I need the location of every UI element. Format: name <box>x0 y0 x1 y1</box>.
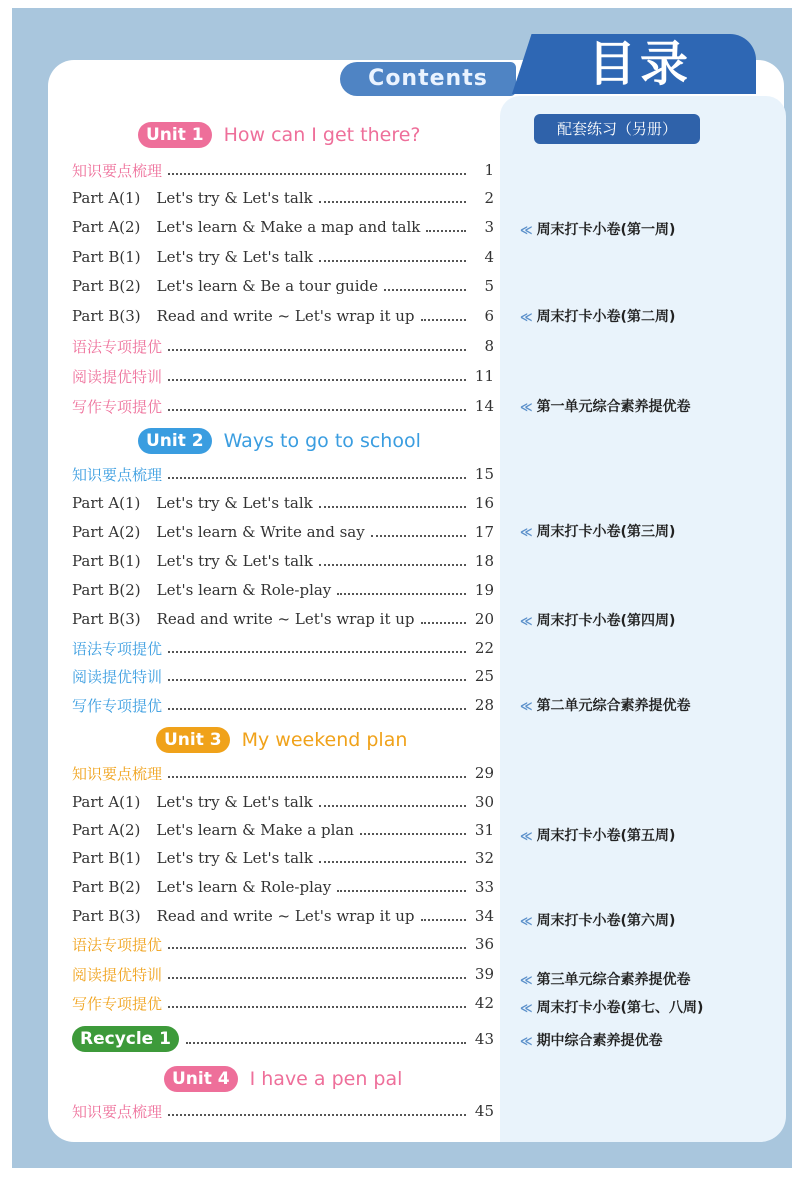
toc-row <box>72 904 494 928</box>
toc-activity: Let's learn & Be a tour guide <box>156 277 378 295</box>
booklet-item: ≪ 周末打卡小卷(第四周) <box>520 613 676 629</box>
double-arrow-icon: ≪ <box>520 973 533 987</box>
booklet-item: ≪ 周末打卡小卷(第七、八周) <box>520 1000 704 1016</box>
recycle-badge: Recycle 1 <box>72 1026 179 1052</box>
unit-badge: Unit 4 <box>164 1066 238 1092</box>
page-number: 14 <box>474 397 494 415</box>
toc-label: 阅读提优特训 <box>72 367 163 386</box>
toc-activity: Read and write ~ Let's wrap it up <box>156 307 415 325</box>
toc-row <box>72 245 494 269</box>
toc-label: 语法专项提优 <box>72 639 163 658</box>
toc-label: Part B(1) <box>72 552 141 570</box>
page-number: 2 <box>484 189 494 207</box>
toc-label: Part B(1) <box>72 248 141 266</box>
toc-label: 阅读提优特训 <box>72 667 163 686</box>
page-title: 目录 <box>588 36 693 92</box>
page-number: 43 <box>474 1030 494 1048</box>
toc-row <box>72 664 494 688</box>
toc-label: Part A(2) <box>72 821 141 839</box>
toc-activity: Let's try & Let's talk <box>156 849 313 867</box>
toc-row <box>72 846 494 870</box>
toc-label: 阅读提优特训 <box>72 965 163 984</box>
toc-label: 写作专项提优 <box>72 696 163 715</box>
toc-activity: Let's learn & Role-play <box>156 581 332 599</box>
toc-row <box>72 215 494 239</box>
toc-row <box>72 818 494 842</box>
unit-title: I have a pen pal <box>249 1068 403 1090</box>
page-number: 1 <box>484 161 494 179</box>
double-arrow-icon: ≪ <box>520 223 533 237</box>
unit-header <box>138 427 421 455</box>
toc-row <box>72 790 494 814</box>
page-number: 20 <box>474 610 494 628</box>
toc-activity: Read and write ~ Let's wrap it up <box>156 907 415 925</box>
toc-row <box>72 932 494 956</box>
toc-row <box>72 334 494 358</box>
toc-row <box>72 636 494 660</box>
booklet-item: ≪ 期中综合素养提优卷 <box>520 1033 663 1049</box>
page-number: 6 <box>484 307 494 325</box>
unit-header <box>156 726 407 754</box>
double-arrow-icon: ≪ <box>520 699 533 713</box>
unit-title: My weekend plan <box>241 729 408 751</box>
toc-activity: Let's learn & Make a plan <box>156 821 354 839</box>
toc-row <box>72 1099 494 1123</box>
page-number: 36 <box>474 935 494 953</box>
toc-activity: Let's try & Let's talk <box>156 494 313 512</box>
toc-label: 知识要点梳理 <box>72 161 163 180</box>
booklet-item: ≪ 第三单元综合素养提优卷 <box>520 972 691 988</box>
toc-row <box>72 394 494 418</box>
page-number: 3 <box>484 218 494 236</box>
page-number: 15 <box>474 465 494 483</box>
page-number: 17 <box>474 523 494 541</box>
unit-header <box>164 1065 402 1093</box>
toc-row <box>72 274 494 298</box>
double-arrow-icon: ≪ <box>520 525 533 539</box>
toc-row <box>72 364 494 388</box>
page-number: 19 <box>474 581 494 599</box>
double-arrow-icon: ≪ <box>520 310 533 324</box>
toc-row <box>72 304 494 328</box>
unit-badge: Unit 1 <box>138 122 212 148</box>
toc-label: Part B(2) <box>72 581 141 599</box>
toc-row <box>180 1027 494 1051</box>
toc-row <box>72 158 494 182</box>
page-number: 28 <box>474 696 494 714</box>
booklet-item: ≪ 第二单元综合素养提优卷 <box>520 698 691 714</box>
toc-activity: Let's try & Let's talk <box>156 189 313 207</box>
page-number: 31 <box>474 821 494 839</box>
page-number: 22 <box>474 639 494 657</box>
page-number: 11 <box>474 367 494 385</box>
toc-activity: Let's learn & Role-play <box>156 878 332 896</box>
double-arrow-icon: ≪ <box>520 829 533 843</box>
toc-activity: Read and write ~ Let's wrap it up <box>156 610 415 628</box>
booklet-label: 配套练习（另册） <box>534 114 700 144</box>
page-number: 32 <box>474 849 494 867</box>
booklet-item: ≪ 周末打卡小卷(第五周) <box>520 828 676 844</box>
page-number: 42 <box>474 994 494 1012</box>
toc-label: Part B(2) <box>72 878 141 896</box>
toc-label: 写作专项提优 <box>72 397 163 416</box>
unit-badge: Unit 3 <box>156 727 230 753</box>
page-number: 18 <box>474 552 494 570</box>
toc-label: Part B(2) <box>72 277 141 295</box>
booklet-item: ≪ 周末打卡小卷(第六周) <box>520 913 676 929</box>
page-number: 34 <box>474 907 494 925</box>
toc-label: Part B(3) <box>72 907 141 925</box>
toc-activity: Let's try & Let's talk <box>156 248 313 266</box>
booklet-item: ≪ 第一单元综合素养提优卷 <box>520 399 691 415</box>
double-arrow-icon: ≪ <box>520 400 533 414</box>
double-arrow-icon: ≪ <box>520 914 533 928</box>
page-number: 5 <box>484 277 494 295</box>
toc-label: Part A(2) <box>72 218 141 236</box>
toc-row <box>72 693 494 717</box>
page-number: 33 <box>474 878 494 896</box>
toc-label: 知识要点梳理 <box>72 1102 163 1121</box>
toc-row <box>72 491 494 515</box>
page-number: 29 <box>474 764 494 782</box>
toc-label: Part A(1) <box>72 793 141 811</box>
contents-tab: Contents <box>340 62 516 96</box>
page-number: 30 <box>474 793 494 811</box>
toc-activity: Let's learn & Make a map and talk <box>156 218 421 236</box>
toc-row <box>72 520 494 544</box>
toc-row <box>72 991 494 1015</box>
unit-header <box>138 121 421 149</box>
toc-label: 语法专项提优 <box>72 935 163 954</box>
toc-row <box>72 186 494 210</box>
page-number: 45 <box>474 1102 494 1120</box>
toc-label: 写作专项提优 <box>72 994 163 1013</box>
toc-label: Part A(1) <box>72 189 141 207</box>
toc-label: Part A(2) <box>72 523 141 541</box>
booklet-item: ≪ 周末打卡小卷(第一周) <box>520 222 676 238</box>
toc-row <box>72 462 494 486</box>
toc-row <box>72 761 494 785</box>
toc-row <box>72 875 494 899</box>
toc-row <box>72 578 494 602</box>
recycle-header <box>72 1025 179 1053</box>
toc-label: 知识要点梳理 <box>72 465 163 484</box>
toc-row <box>72 962 494 986</box>
toc-label: 语法专项提优 <box>72 337 163 356</box>
toc-label: Part B(3) <box>72 307 141 325</box>
double-arrow-icon: ≪ <box>520 1034 533 1048</box>
unit-badge: Unit 2 <box>138 428 212 454</box>
toc-label: Part B(3) <box>72 610 141 628</box>
toc-label: Part A(1) <box>72 494 141 512</box>
booklet-item: ≪ 周末打卡小卷(第二周) <box>520 309 676 325</box>
double-arrow-icon: ≪ <box>520 1001 533 1015</box>
page-number: 4 <box>484 248 494 266</box>
toc-row <box>72 607 494 631</box>
page-number: 8 <box>484 337 494 355</box>
page-number: 25 <box>474 667 494 685</box>
toc-label: 知识要点梳理 <box>72 764 163 783</box>
page-number: 16 <box>474 494 494 512</box>
toc-row <box>72 549 494 573</box>
toc-label: Part B(1) <box>72 849 141 867</box>
unit-title: How can I get there? <box>223 124 421 146</box>
booklet-item: ≪ 周末打卡小卷(第三周) <box>520 524 676 540</box>
toc-activity: Let's try & Let's talk <box>156 552 313 570</box>
toc-activity: Let's learn & Write and say <box>156 523 365 541</box>
page-number: 39 <box>474 965 494 983</box>
double-arrow-icon: ≪ <box>520 614 533 628</box>
unit-title: Ways to go to school <box>223 430 421 452</box>
toc-activity: Let's try & Let's talk <box>156 793 313 811</box>
